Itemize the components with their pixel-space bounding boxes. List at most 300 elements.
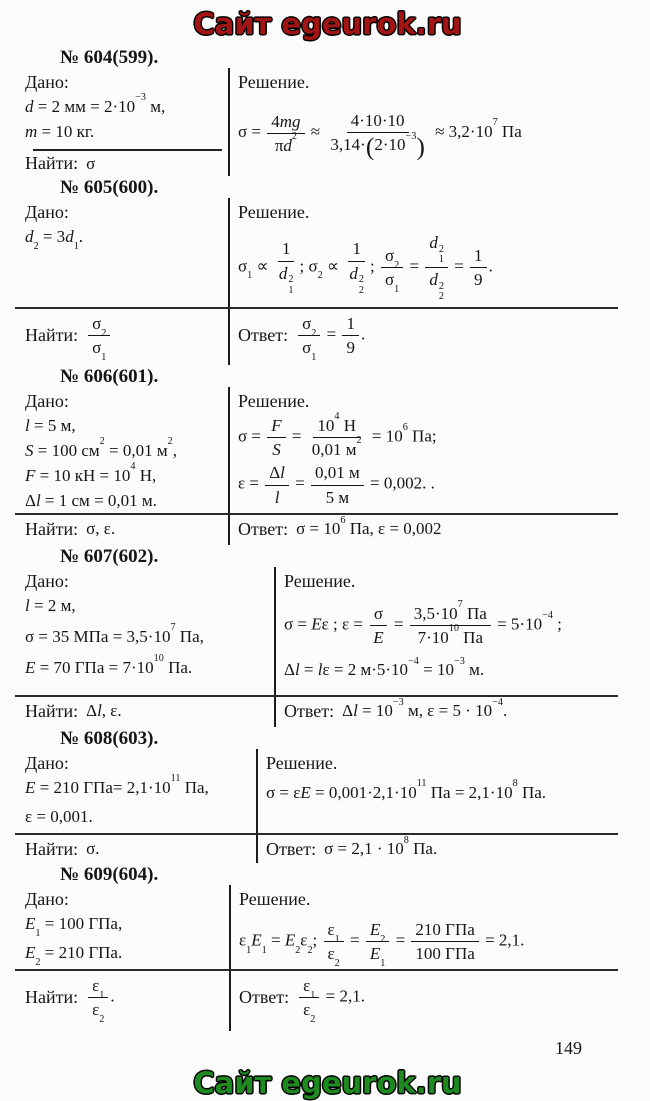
- solution-line: [238, 232, 640, 303]
- superscript: 2: [438, 280, 444, 292]
- numerator: [370, 603, 387, 626]
- math-text: Па;: [407, 426, 437, 446]
- answer-row: [15, 307, 618, 365]
- answer-row: [15, 833, 618, 863]
- problem-609: [15, 865, 640, 1031]
- math-text: м,: [145, 97, 166, 116]
- fraction: [265, 462, 289, 508]
- given-label: Дано:: [25, 570, 69, 591]
- answer: [284, 696, 618, 722]
- math-text: = 210 ГПа= 2,1·10: [35, 777, 171, 797]
- fraction: [311, 462, 364, 508]
- page-number: 149: [555, 1037, 582, 1058]
- answer-value: [296, 313, 366, 364]
- find-value: [86, 701, 122, 721]
- subscript: 1: [73, 240, 79, 252]
- solution-label: Решение.: [239, 888, 311, 909]
- answer-label: Ответ:: [266, 838, 317, 859]
- problem-607: [15, 547, 640, 727]
- math-text: ε: [239, 930, 247, 950]
- math-text: .: [360, 324, 366, 344]
- denominator: [326, 130, 428, 162]
- math-text: σ: [384, 245, 395, 265]
- superscript: 10: [448, 623, 459, 635]
- fraction: [88, 313, 110, 364]
- numerator: [425, 232, 448, 268]
- math-text: = 10: [418, 660, 454, 680]
- math-text: 210 ГПа: [415, 919, 475, 939]
- problem-body: [15, 749, 640, 833]
- superscript: 6: [340, 514, 346, 526]
- math-text: l: [294, 660, 300, 680]
- solution-line: [238, 462, 640, 508]
- solution-column: [228, 387, 640, 513]
- denominator: [275, 262, 298, 297]
- math-text: = 10: [357, 701, 393, 721]
- math-text: = 70 ГПа = 7·10: [35, 657, 154, 677]
- site-banner-bottom: Сайт egeurok.ru: [193, 1065, 462, 1100]
- given-label: Дано:: [25, 202, 69, 222]
- given-label: Дано:: [25, 888, 69, 909]
- math-text: = 5 м,: [29, 415, 76, 435]
- fraction: [369, 603, 387, 649]
- denominator: [345, 262, 368, 297]
- math-text: 7·10: [417, 628, 449, 648]
- numerator: [381, 245, 403, 271]
- given-line: [25, 940, 223, 968]
- math-text: = 10: [367, 426, 403, 446]
- math-text: ε: [303, 1000, 311, 1020]
- answer-value: [296, 514, 442, 539]
- math-text: =: [345, 930, 364, 950]
- math-text: .: [78, 227, 84, 246]
- denominator: [324, 942, 344, 970]
- denominator: [322, 486, 354, 508]
- superscript: 6: [402, 421, 408, 433]
- find-label: Найти:: [25, 838, 79, 859]
- answer-label: Ответ:: [238, 518, 289, 539]
- numerator: [366, 919, 389, 945]
- given-column: [15, 749, 256, 833]
- solution-line: [238, 110, 640, 162]
- superscript: 8: [512, 778, 518, 790]
- math-text: l: [25, 415, 30, 435]
- solution-line: [284, 599, 640, 649]
- find-row: [25, 839, 250, 860]
- denominator: [342, 336, 359, 358]
- given-label: Дано:: [25, 390, 69, 411]
- superscript: 2: [438, 243, 444, 255]
- math-text: σ, ε.: [86, 519, 116, 539]
- math-text: σ = 10: [296, 519, 341, 539]
- answer-cell: [274, 697, 618, 727]
- math-text: ;: [370, 256, 379, 276]
- problem-605: [15, 178, 640, 365]
- math-text: = 10 кг.: [37, 122, 95, 141]
- math-text: l: [317, 660, 323, 680]
- subscript: 1: [246, 944, 252, 956]
- subscript: 2: [307, 944, 313, 956]
- math-text: l: [25, 595, 30, 615]
- math-text: ; σ: [299, 256, 318, 276]
- solution-line: [266, 778, 640, 806]
- superscript: −3: [392, 696, 404, 708]
- math-text: σ = ε: [266, 782, 301, 802]
- given-line: [25, 488, 222, 513]
- math-text: Па: [497, 122, 522, 142]
- math-text: Δ: [342, 701, 354, 721]
- find-label: Найти:: [25, 700, 79, 721]
- math-text: Па.: [517, 782, 547, 802]
- subscript: 2: [311, 327, 317, 339]
- superscript: 7: [457, 599, 463, 611]
- fraction: [267, 111, 304, 157]
- find-cell: [15, 515, 228, 545]
- math-text: ;: [552, 614, 562, 634]
- numerator: [313, 411, 360, 438]
- math-text: (: [365, 132, 375, 162]
- math-text: σ =: [238, 122, 266, 142]
- find-value: [86, 313, 112, 364]
- problem-number: № 607(602).: [60, 545, 159, 567]
- math-text: Па,: [180, 777, 209, 797]
- problem-body: [15, 68, 640, 176]
- stacked-scripts: [439, 282, 444, 303]
- math-text: Н: [339, 415, 356, 435]
- math-text: E: [251, 930, 262, 950]
- stacked-scripts: [288, 275, 293, 296]
- find-value: [86, 519, 115, 539]
- numerator: [324, 919, 344, 945]
- math-text: S: [272, 440, 281, 460]
- answer-cell: [228, 309, 618, 365]
- given-column: [15, 198, 228, 307]
- math-text: S: [25, 440, 34, 460]
- answer-value: [324, 834, 438, 859]
- math-text: Па,: [175, 626, 204, 646]
- math-text: d: [429, 233, 438, 252]
- math-text: .: [488, 256, 493, 276]
- subscript: 1: [310, 989, 316, 1001]
- math-text: m: [25, 122, 38, 141]
- denominator: [88, 336, 110, 364]
- superscript: 11: [170, 773, 181, 785]
- numerator: [311, 462, 364, 485]
- superscript: 11: [416, 778, 427, 790]
- math-text: м, ε = 5 · 10: [403, 701, 493, 721]
- answer-row: [15, 513, 618, 545]
- answer-cell: [256, 835, 618, 863]
- superscript: 7: [170, 622, 176, 634]
- fraction: [411, 919, 478, 965]
- subscript: 2: [394, 259, 400, 271]
- math-text: E: [300, 782, 311, 802]
- find-cell: [15, 835, 256, 863]
- fraction: [324, 919, 344, 970]
- given-line: [25, 624, 268, 649]
- math-text: ,: [172, 440, 177, 460]
- answer-value: [342, 696, 508, 721]
- numerator: [299, 975, 319, 1001]
- math-text: d: [65, 227, 74, 246]
- subscript: 2: [358, 284, 364, 296]
- math-text: 0,01 м: [315, 463, 360, 483]
- denominator: [411, 942, 478, 964]
- subscript: 2: [380, 933, 386, 945]
- superscript: 10: [153, 653, 164, 665]
- math-text: 1: [474, 245, 483, 265]
- find-value: [86, 975, 115, 1026]
- find-label: Найти:: [25, 325, 79, 346]
- problem-body: [15, 387, 640, 513]
- math-text: 4: [271, 111, 280, 131]
- numerator: [470, 245, 487, 268]
- math-text: Па: [462, 603, 487, 623]
- problem-number: № 608(603).: [60, 727, 159, 749]
- math-text: d: [278, 263, 288, 283]
- superscript: 4: [130, 461, 136, 473]
- stacked-scripts: [359, 275, 364, 296]
- math-text: σ: [238, 256, 248, 276]
- math-text: Па, ε = 0,002: [345, 519, 442, 539]
- math-text: = 100 ГПа,: [40, 913, 123, 933]
- numerator: [265, 462, 289, 485]
- math-text: d: [25, 227, 34, 246]
- math-text: Па.: [163, 657, 193, 677]
- answer-value: [297, 975, 365, 1026]
- find-value: [86, 839, 99, 859]
- math-text: , ε.: [101, 701, 122, 721]
- math-text: 5 м: [325, 487, 350, 507]
- math-text: ∝: [322, 256, 344, 276]
- answer: [266, 834, 618, 860]
- answer: [239, 975, 618, 1026]
- solution-label: Решение.: [238, 202, 310, 222]
- given-column: [15, 387, 228, 513]
- math-text: E: [369, 944, 381, 964]
- problem-body: [15, 198, 640, 307]
- math-text: ε: [92, 975, 100, 995]
- given-line: [25, 413, 222, 438]
- math-text: σ: [86, 153, 96, 173]
- denominator: [369, 626, 387, 648]
- math-text: σ: [302, 313, 312, 333]
- math-text: σ =: [284, 614, 312, 634]
- solution-column: [228, 198, 640, 307]
- math-text: F: [25, 465, 36, 485]
- math-text: 3,14·: [330, 135, 366, 155]
- math-text: ε = 0,001.: [25, 806, 93, 826]
- math-text: σ = 35 МПа = 3,5·10: [25, 626, 171, 646]
- subscript: 2: [101, 327, 107, 339]
- find-label: Найти:: [25, 518, 79, 539]
- denominator: [308, 435, 366, 460]
- superscript: 2: [291, 131, 297, 143]
- math-text: E: [25, 777, 36, 797]
- denominator: [268, 438, 285, 460]
- math-text: ε =: [238, 474, 264, 494]
- math-text: d: [283, 135, 292, 155]
- fraction: [342, 313, 359, 359]
- find-row: [25, 153, 222, 174]
- math-text: d: [349, 263, 358, 283]
- math-text: σ.: [86, 839, 100, 859]
- subscript: 1: [101, 352, 107, 364]
- find-row: [25, 701, 268, 722]
- math-text: = 3: [38, 227, 66, 246]
- given-line: [25, 911, 223, 939]
- find-row: [25, 313, 222, 364]
- math-text: l: [280, 463, 285, 483]
- math-text: σ = 2,1 · 10: [324, 839, 404, 859]
- superscript: 2: [99, 436, 105, 448]
- numerator: [298, 313, 320, 339]
- answer-cell: [228, 515, 618, 545]
- math-text: 9: [346, 338, 355, 358]
- given-line: [25, 224, 222, 252]
- math-text: Па: [458, 628, 483, 648]
- solution-column: [228, 68, 640, 176]
- math-text: = 100 см: [33, 440, 100, 460]
- math-text: .: [110, 986, 115, 1006]
- subscript: 2: [438, 291, 444, 303]
- numerator: [88, 975, 108, 1001]
- math-text: 4·10·10: [350, 111, 405, 130]
- fraction: [410, 599, 491, 649]
- math-text: 100 ГПа: [415, 944, 475, 964]
- math-text: σ: [92, 338, 102, 358]
- fraction: [470, 245, 487, 291]
- subscript: 2: [334, 958, 340, 970]
- math-text: l: [97, 701, 102, 721]
- subscript: 2: [310, 1014, 316, 1026]
- answer: [238, 514, 618, 540]
- denominator: [470, 268, 487, 290]
- math-text: Δ: [284, 660, 295, 680]
- subscript: 1: [311, 352, 317, 364]
- given-line: [25, 94, 222, 119]
- fraction: [267, 415, 285, 461]
- math-text: σ: [384, 269, 395, 289]
- given-column: [15, 885, 229, 969]
- math-text: σ: [373, 603, 384, 623]
- answer-label: Ответ:: [238, 325, 289, 346]
- math-text: .: [502, 701, 508, 721]
- math-text: =: [449, 256, 469, 276]
- math-text: 2·10: [374, 135, 406, 155]
- find-value: [86, 154, 95, 174]
- superscript: 2: [358, 274, 364, 286]
- subscript: 1: [35, 927, 41, 939]
- math-text: 10: [317, 415, 335, 435]
- fraction: [275, 238, 298, 296]
- given-column: [15, 68, 228, 176]
- numerator: [342, 313, 359, 336]
- math-text: =: [287, 426, 306, 446]
- math-text: l: [35, 490, 41, 510]
- solution-column: [274, 567, 640, 695]
- find-label: Найти:: [25, 153, 79, 173]
- subscript: 1: [247, 270, 253, 282]
- math-text: ε: [327, 944, 335, 964]
- math-text: σ: [92, 313, 102, 333]
- subscript: 1: [334, 933, 340, 945]
- math-text: 9: [474, 269, 483, 289]
- given-line: [25, 655, 268, 680]
- math-text: = 2,1.: [480, 930, 525, 950]
- subscript: 1: [288, 284, 294, 296]
- given-label: Дано:: [25, 72, 69, 92]
- math-text: d: [429, 269, 438, 289]
- numerator: [347, 110, 409, 133]
- find-row: [25, 975, 223, 1026]
- problem-606: [15, 367, 640, 545]
- superscript: −3: [135, 92, 146, 104]
- math-text: =: [266, 930, 285, 950]
- math-text: Па.: [408, 839, 438, 859]
- given-line: [25, 775, 250, 800]
- fraction: [299, 975, 319, 1026]
- fraction: [381, 245, 403, 295]
- solution-line: [284, 655, 640, 683]
- numerator: [267, 415, 285, 438]
- math-text: =: [389, 614, 408, 634]
- math-text: Δ: [25, 490, 36, 510]
- solution-label: Решение.: [238, 390, 310, 411]
- numerator: [348, 238, 365, 261]
- math-text: ε: [300, 930, 308, 950]
- denominator: [298, 336, 320, 364]
- superscript: 4: [334, 411, 340, 423]
- problem-body: [15, 567, 640, 695]
- denominator: [271, 486, 284, 508]
- math-text: mg: [279, 111, 301, 131]
- superscript: −4: [542, 609, 553, 621]
- math-text: E: [25, 913, 36, 933]
- solution-label: Решение.: [266, 752, 338, 773]
- superscript: 8: [403, 834, 409, 846]
- math-text: E: [369, 919, 381, 939]
- problems-list: [15, 48, 640, 1031]
- superscript: −3: [454, 655, 465, 667]
- find-cell: [15, 309, 228, 365]
- math-text: F: [271, 415, 282, 435]
- solution-label: Решение.: [284, 570, 356, 591]
- math-text: Па = 2,1·10: [426, 782, 513, 802]
- math-text: = 1 см = 0,01 м.: [40, 490, 157, 510]
- find-label: Найти:: [25, 987, 79, 1008]
- solution-label: Решение.: [238, 72, 310, 92]
- math-text: ≈ 3,2·10: [430, 122, 493, 142]
- math-text: =: [322, 324, 341, 344]
- subscript: 2: [33, 240, 39, 252]
- math-text: ): [416, 132, 425, 162]
- math-text: ≈: [306, 122, 325, 142]
- superscript: 2: [288, 274, 294, 286]
- math-text: Н,: [135, 465, 157, 485]
- math-text: E: [284, 930, 296, 950]
- math-text: = 2 м,: [29, 595, 76, 615]
- math-text: = 5·10: [492, 614, 543, 634]
- problem-number: № 609(604).: [60, 863, 159, 885]
- math-text: 1: [346, 313, 355, 333]
- math-text: ε: [92, 1000, 100, 1020]
- math-text: =: [405, 256, 424, 276]
- math-text: ε = 2 м·5·10: [322, 660, 409, 680]
- superscript: −4: [408, 655, 419, 667]
- site-banner-top: Сайт egeurok.ru: [193, 7, 462, 41]
- math-text: 0,01 м: [311, 440, 357, 460]
